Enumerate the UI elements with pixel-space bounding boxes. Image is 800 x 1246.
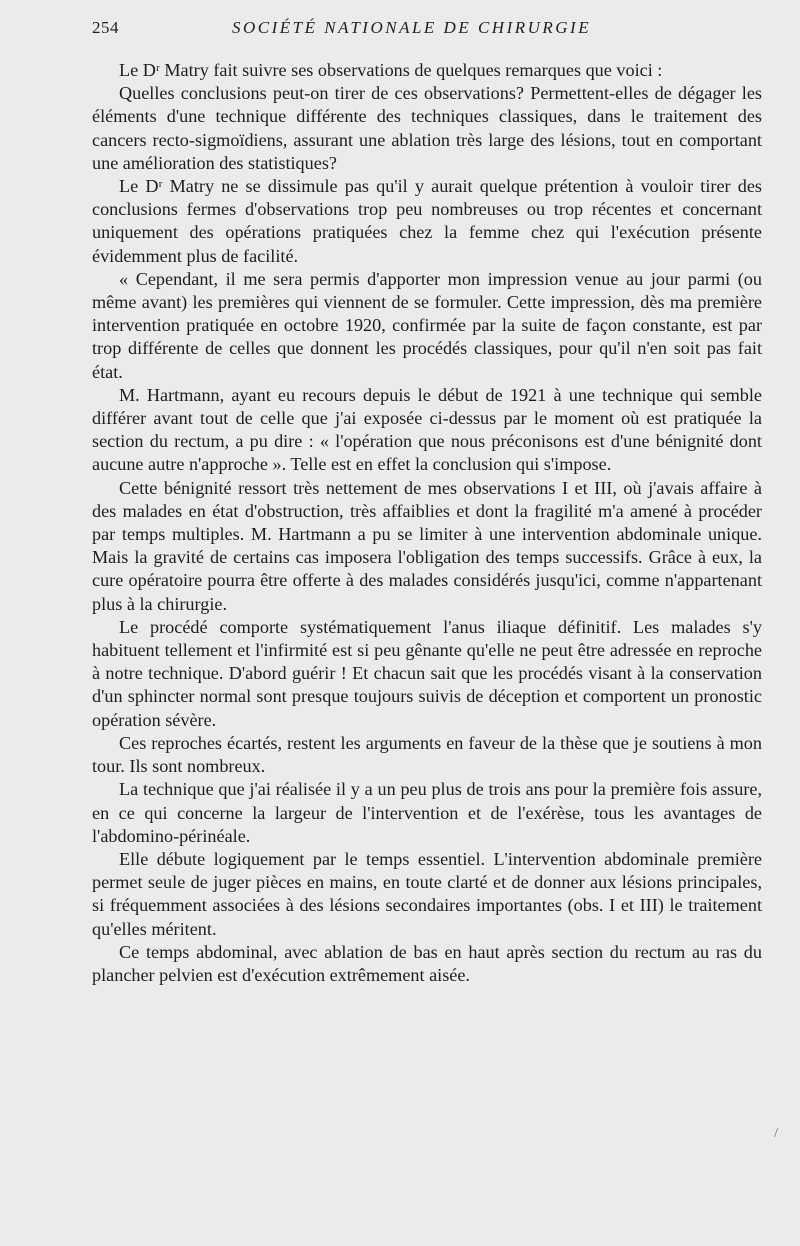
paragraph: Cette bénignité ressort très nettement de mes observations I et III, où j'avais affaire à des malades en état d'obstruction, très affaiblies et dont la fragilité m'a amené à procéder par temps multiples. M. Hartmann a pu se limiter à une intervention abdominale unique. Mais la gravité de certains cas imposera l'obligation des temps successifs. Grâce à eux, la cure opératoire pourra être offerte à des malades considérés jusqu'ici, comme n'appartenant plus à la chirurgie. (92, 477, 762, 614)
paragraph: « Cependant, il me sera permis d'apporter mon impression venue au jour parmi (ou même avant) les premières qui viennent de se formuler. Cette impression, dès ma première intervention pratiquée en octobre 1920, confirmée par la suite de façon constante, est par trop différente de celles que donnent les procédés classiques, pour qu'il n'en soit pas fait état. (92, 268, 762, 382)
paragraph: Le Dʳ Matry ne se dissimule pas qu'il y aurait quelque prétention à vouloir tirer des conclusions fermes d'observations trop peu nombreuses ou trop récentes et concernant uniquement des opérations pratiquées chez la femme chez qui l'exécution présente évidemment plus de facilité. (92, 176, 762, 266)
paragraph: Ce temps abdominal, avec ablation de bas en haut après section du rectum au ras du plancher pelvien est d'exécution extrêmement aisée. (92, 941, 762, 985)
running-title: SOCIÉTÉ NATIONALE DE CHIRURGIE (232, 18, 592, 37)
paragraph: Ces reproches écartés, restent les arguments en faveur de la thèse que je soutiens à mon tour. Ils sont nombreux. (92, 732, 762, 777)
paragraph: M. Hartmann, ayant eu recours depuis le début de 1921 à une technique qui semble différer avant tout de celle que j'ai exposée ci-dessus par le moment où est pratiquée la section du rectum, a pu dire : « l'opération que nous préconisons est d'une bénignité dont aucune autre n'approche ». Telle est en effet la conclusion qui s'impose. (92, 384, 762, 475)
margin-mark: / (774, 1126, 778, 1141)
page-header (92, 18, 762, 48)
paragraph: La technique que j'ai réalisée il y a un peu plus de trois ans pour la première fois assure, en ce qui concerne la largeur de l'intervention et de l'exérèse, tous les avantages de l'abdomino-périnéale. (92, 779, 762, 846)
paragraph: Le procédé comporte systématiquement l'anus iliaque définitif. Les malades s'y habituent tellement et l'infirmité est si peu gênante qu'elle ne peut être adressée en reproche à notre technique. D'abord guérir ! Et chacun sait que les procédés visant à la conservation d'un sphincter normal sont presque toujours suivis de déception et comportent un pronostic opération sévère. (92, 616, 762, 730)
page-number: 254 (92, 18, 119, 37)
paragraph: Elle débute logiquement par le temps essentiel. L'intervention abdominale première permet seule de juger pièces en mains, en toute clarté et de donner aux lésions principales, si fréquemment associées à des lésions secondaires importantes (obs. I et III) le traitement qu'elles méritent. (92, 848, 762, 939)
body-text (92, 59, 762, 987)
paragraph: Quelles conclusions peut-on tirer de ces observations? Permettent-elles de dégager les éléments d'une technique différente des techniques classiques, dans le traitement des cancers recto-sigmoïdiens, assurant une ablation très large des lésions, tout en comportant une amélioration des statistiques? (92, 83, 762, 173)
paragraph: Le Dʳ Matry fait suivre ses observations de quelques remarques que voici : (119, 60, 663, 80)
